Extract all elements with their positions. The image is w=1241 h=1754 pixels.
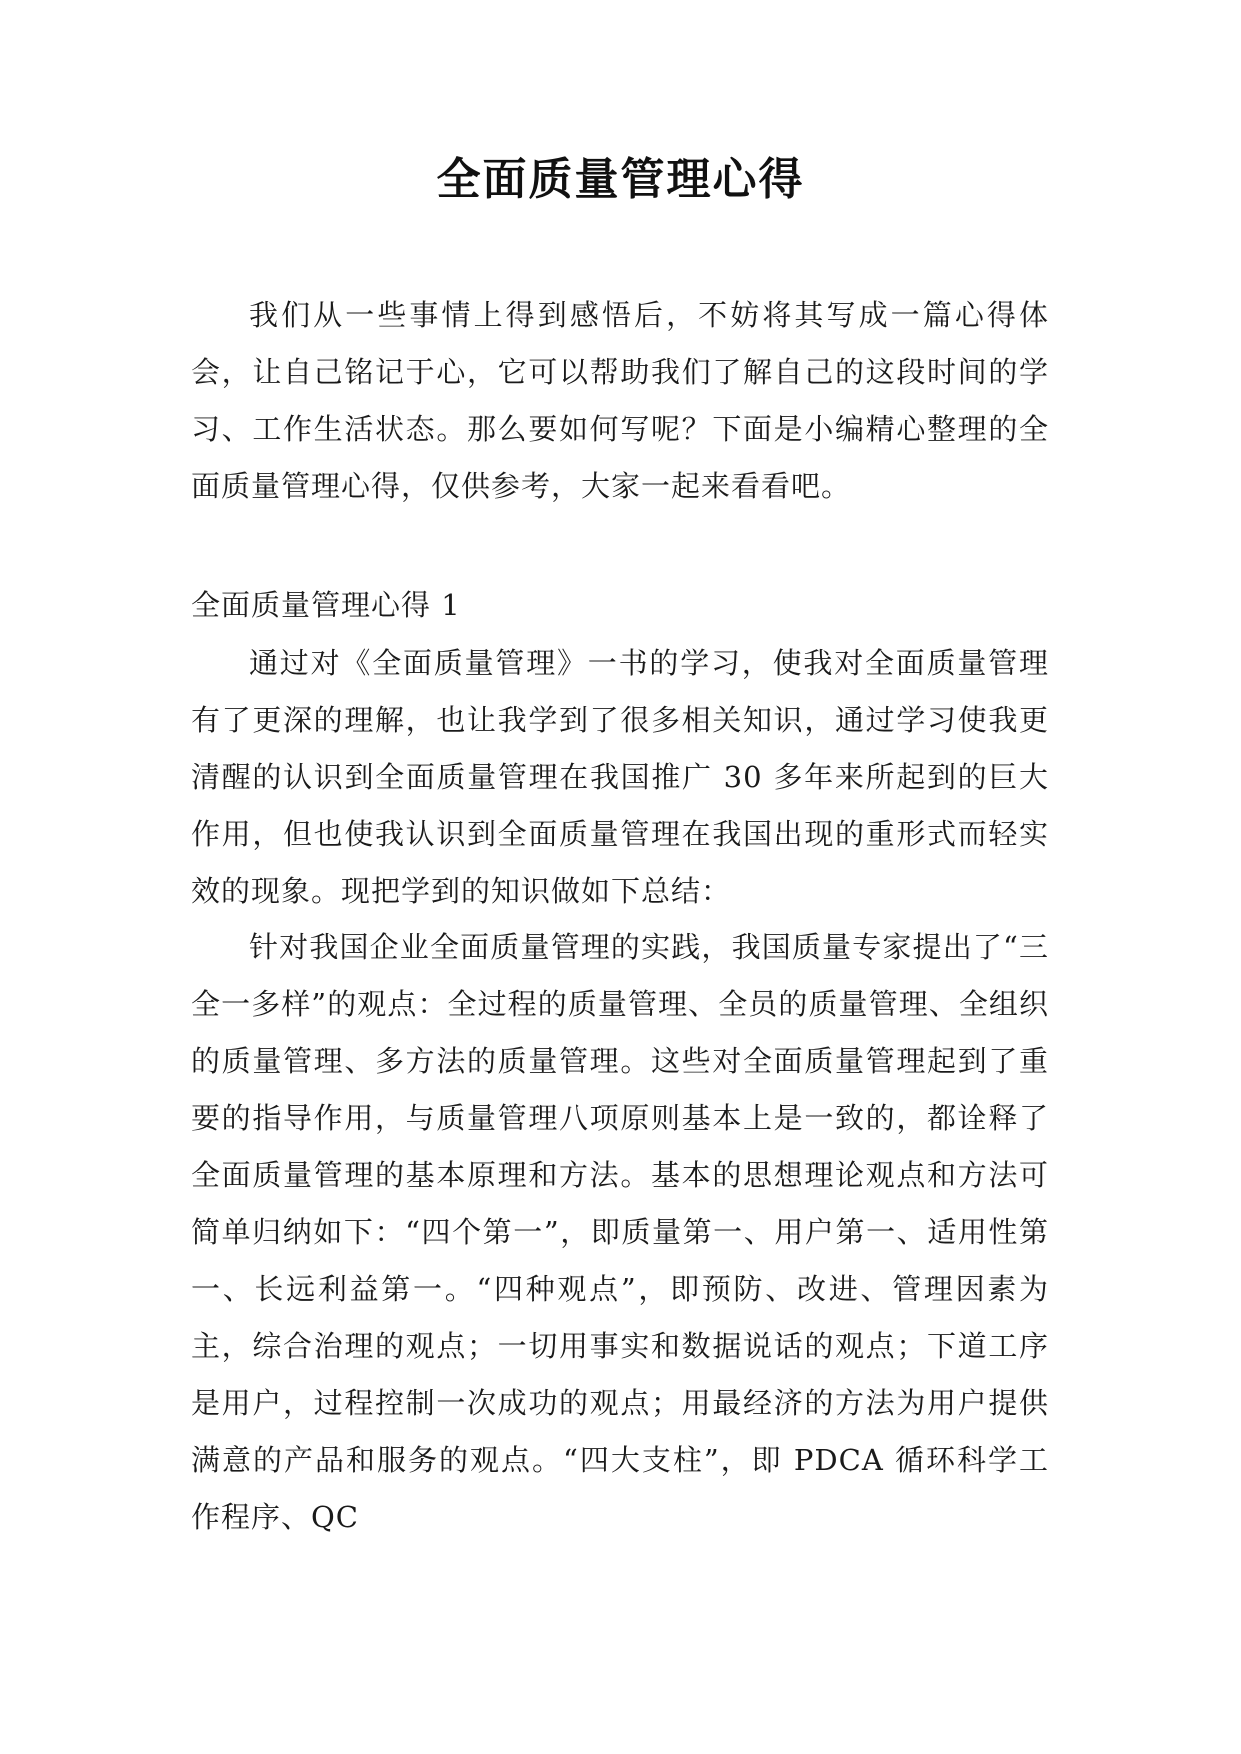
body-paragraph-2: 针对我国企业全面质量管理的实践，我国质量专家提出了“三全一多样”的观点：全过程的质量管理、全员的质量管理、全组织的质量管理、多方法的质量管理。这些对全面质量管理起到了重要的指导作用，与质量管理八项原则基本上是一致的，都诠释了全面质量管理的基本原理和方法。基本的思想理论观点和方法可简单归纳如下：“四个第一”，即质量第一、用户第一、适用性第一、长远利益第一。“四种观点”，即预防、改进、管理因素为主，综合治理的观点；一切用事实和数据说话的观点；下道工序是用户，过程控制一次成功的观点；用最经济的方法为用户提供满意的产品和服务的观点。“四大支柱”，即 PDCA 循环科学工作程序、QC [191,930,1049,1534]
section-heading: 全面质量管理心得 1 [191,588,461,622]
document-title: 全面质量管理心得 [436,154,805,205]
intro-paragraph: 我们从一些事情上得到感悟后，不妨将其写成一篇心得体会，让自己铭记于心，它可以帮助我们了解自己的这段时间的学习、工作生活状态。那么要如何写呢？下面是小编精心整理的全面质量管理心得，仅供参考，大家一起来看看吧。 [191,298,1049,503]
body-paragraph-1: 通过对《全面质量管理》一书的学习，使我对全面质量管理有了更深的理解，也让我学到了很多相关知识，通过学习使我更清醒的认识到全面质量管理在我国推广 30 多年来所起到的巨大作用，但也使我认识到全面质量管理在我国出现的重形式而轻实效的现象。现把学到的知识做如下总结： [191,646,1049,908]
